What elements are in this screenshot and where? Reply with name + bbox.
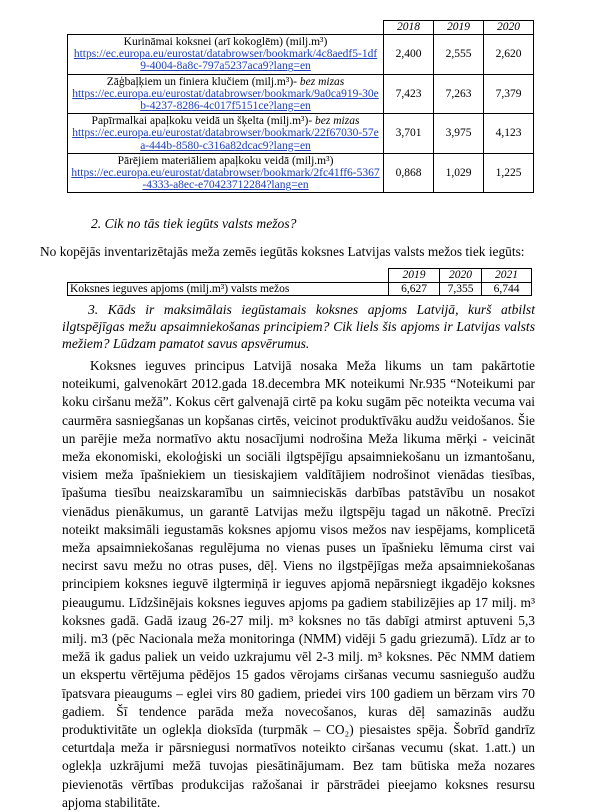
value-cell: 7,355 [440,282,482,296]
body-paragraph: Koksnes ieguves principus Latvijā nosaka Meža likums un tam pakārtotie noteikumi, galvenokārt 2012.gada 18.decembra MK noteikumi Nr.935 “Noteikumi par koku ciršanu mežā”. Kokus cērt galvenajā cirtē pa koku sugām pēc noteikta vecuma vai caurmēra sasniegšanas un kopšanas cirtēs, veicinot produktīvāku audžu veidošanos. Šie un parējie meža normatīvo aktu nosacījumi nodrošina Meža likuma mērķi - veicināt meža ekonomiski, ekoloģiski un sociāli ilgtspējīgu apsaimniekošanu un izmantošanu, visiem meža īpašniekiem un tiesiskajiem valdītājiem nodrošinot vienādas tiesības, īpašuma tiesību neaizskaramību un saimnieciskās darbības patstāvību un nosakot vienādus pienākumus, un garantē Latvijas mežu ilgtspēju tagad un nākotnē. Precīzi noteikt maksimāli iegustamās koksnes apjomu visos mežos nav iespējams, komplicetā meža apsaimniekošanas regulējuma no vienas puses un īpašnieku lēmuma cirst vai necirst savu mežu no otras puses, dēļ. Viens no ilgstpējīgas meža apsaimniekošanas principiem koksnes ieguvē ilgtermiņā ir ieguves apjomā nepārsniegt ikgadējo koksnes pieaugumu. Līdzšinējais koksnes ieguves apjoms pa gadiem stabilizējies ap 17 milj. m³ koksnes gadā. Gadā izaug 26-27 milj. m³ koksnes no tās dabīgi atmirst aptuveni 5,3 milj. m3 (pēc Nacionala meža monitoringa (NMM) vidēji 5 gadu griezumā). Līdz ar to mežā ik gadus paliek un veido uzkrajumu vēl 2-3 milj. m³ koksnes. Pēc NMM datiem un ekspertu vērtējuma pēdējos 15 gados vērojams ciršanas vecumu sasniegušo audžu īpatsvara pieaugums – eglei virs 80 gadiem, priedei virs 100 gadiem un bērzam virs 70 gadiem. Šī tendence parāda meža novecošanos, kuras dēļ samazinās audžu produktivitāte un oglekļa dioksīda (turpmāk – CO₂) piesaistes spēja. Šobrīd gandrīz ceturtdaļa meža ir pārsniegusi normatīvos noteikto ciršanas vecumu (skat. 1.att.) un oglekļa uzkrājumi mežā tuvojas piesātinājumam. Bez tam būtiska meža nozares pievienotās vērtības produkcijas ražošanai ir pārstrādei pieejamo koksnes resursu apjoma stabilitāte. [62,358,535,810]
table-header-row [68,269,532,283]
state-forest-harvest-table [67,268,532,296]
eurostat-link[interactable]: https://ec.europa.eu/eurostat/databrowser/bookmark/22f67030-57ea-444b-8580-c316a82dcac9?lang=en [72,127,379,152]
table-row [68,282,532,296]
value-cell: 1,225 [484,153,534,193]
value-cell: 4,123 [484,114,534,154]
value-cell: 6,627 [389,282,440,296]
row-title-suffix: bez mizas [312,115,360,128]
year-header: 2019 [434,21,484,35]
row-label: Koksnes ieguves apjoms (milj.m³) valsts mežos [68,282,389,296]
row-title: Kurināmai koksnei (arī kokoglēm) (milj.m³) [123,36,328,48]
row-title: Papīrmalkai apaļkoku veidā un šķelta (milj.m³)- [91,115,313,128]
intro-paragraph: No kopējās inventarizētajās meža zemēs iegūtās koksnes Latvijas valsts mežos tiek iegūts: [40,244,525,259]
year-header: 2021 [482,269,532,283]
row-title-suffix: bez mizas [296,75,345,88]
value-cell: 0,868 [384,153,434,193]
eurostat-link[interactable]: https://ec.europa.eu/eurostat/databrowser/bookmark/9a0ca919-30eb-4237-8286-4c017f5151ce?lang=en [72,87,379,113]
row-title: Pārējiem materiāliem apaļkoku veidā (milj.m³) [117,154,334,167]
value-cell: 2,400 [384,35,434,75]
row-description [68,114,384,154]
year-header: 2020 [484,21,534,35]
value-cell: 7,379 [484,74,534,114]
row-description [68,153,384,193]
row-description [68,35,384,75]
value-cell: 7,263 [434,74,484,114]
eurostat-link[interactable]: https://ec.europa.eu/eurostat/databrowser/bookmark/4c8aedf5-1df9-4004-8a8c-797a5237aca9?lang=en [73,48,378,73]
question-2: 2. Cik no tās tiek iegūts valsts mežos? [91,216,297,231]
table-row [68,114,534,154]
year-header: 2018 [384,21,434,35]
value-cell: 3,701 [384,114,434,154]
year-header: 2020 [440,269,482,283]
eurostat-link[interactable]: https://ec.europa.eu/eurostat/databrowser/bookmark/2fc41ff6-5367-4333-a8ec-e70423712284?lang=en [71,167,380,192]
value-cell: 6,744 [482,282,532,296]
value-cell: 2,555 [434,35,484,75]
table-header-row [68,21,534,35]
table-row [68,74,534,114]
eurostat-harvest-table [67,20,534,193]
row-description [68,74,384,114]
value-cell: 3,975 [434,114,484,154]
value-cell: 1,029 [434,153,484,193]
table-row [68,153,534,193]
value-cell: 7,423 [384,74,434,114]
table-row [68,35,534,75]
question-3: 3. Kāds ir maksimālais iegūstamais koksnes apjoms Latvijā, kurš atbilst ilgtspējīgas mežu apsaimniekošanas principiem? Cik liels šis apjoms ir Latvijas valsts mežiem? Lūdzam pamatot savus apsvērumus. [62,302,535,352]
year-header: 2019 [389,269,440,283]
row-title: Zāģbaļķiem un finiera klučiem (milj.m³)- [106,75,297,88]
value-cell: 2,620 [484,35,534,75]
